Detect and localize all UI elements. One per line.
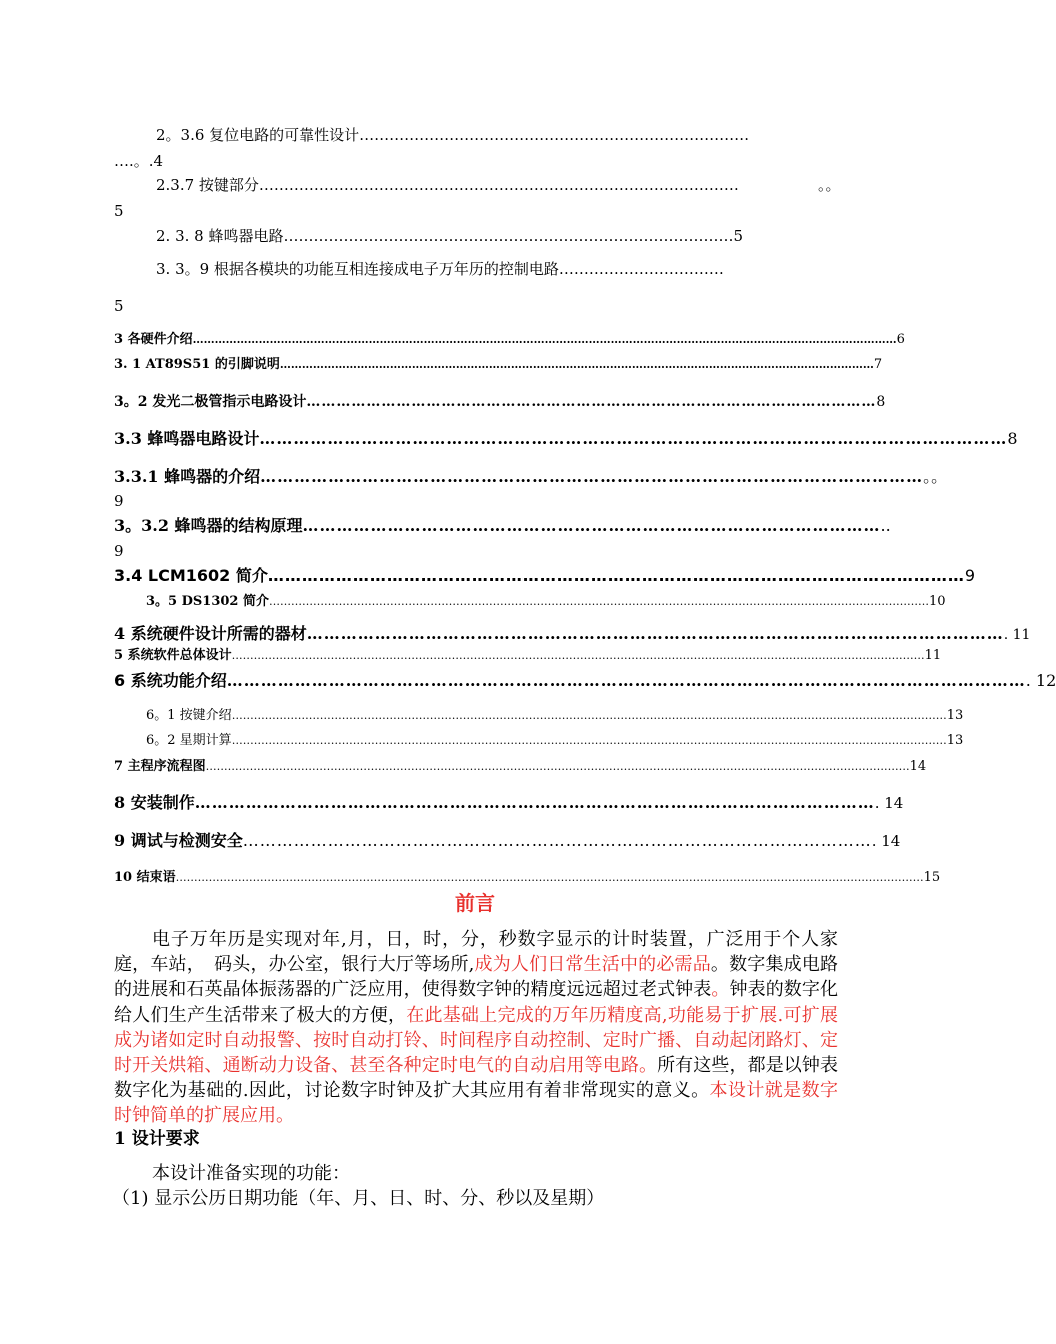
toc-page-number: .. [880, 516, 891, 535]
toc-entry-6[interactable] [114, 671, 1056, 690]
section-1-heading: 1 设计要求 [114, 1129, 200, 1149]
toc-line-2-3-7-end: 。。 [818, 176, 841, 194]
toc-line-2-3-6-cont: ….。.4 [114, 152, 164, 170]
toc-leader: ………………………………………………………………………………………………………… [194, 793, 875, 812]
toc-leader: …………………………………………………………………………………………………………………… [259, 429, 1008, 448]
toc-entry-10[interactable] [114, 870, 941, 885]
section-1-intro: 本设计准备实现的功能： [152, 1163, 350, 1184]
preface-highlight: 成为人们日常生活中的必需品 [474, 954, 711, 976]
toc-entry-3-1[interactable] [114, 357, 883, 372]
toc-entry-6-2[interactable] [146, 733, 964, 748]
preface-highlight: 在此基础上完成的万年历精度高,功能易于扩展.可扩展成为诸如定时自动报警、按时自动打铃、时间程序自动控制、定时广播、自动起闭路灯、定时开关烘箱、通断动力设备、甚至各种定时电气的自动启用等电路。 [114, 1004, 838, 1077]
toc-entry-title: 3. 1 AT89S51 的引脚说明 [114, 357, 280, 372]
preface-highlight: 本设计就是数字时钟简单的扩展应用。 [114, 1080, 839, 1127]
toc-entry-title: 3.3 蜂鸣器电路设计 [114, 429, 260, 448]
toc-entry-title: 6。1 按键介绍 [146, 708, 232, 723]
toc-line-3-3-9-cont: 5 [114, 297, 124, 315]
toc-page-number: 9 [964, 566, 976, 585]
toc-entry-title: 9 调试与检测安全 [114, 831, 243, 850]
toc-leader: ………………………………………………………………………………………………………………………………………………………………………… [192, 333, 897, 346]
toc-entry-title: 3。5 DS1302 简介 [146, 594, 269, 609]
toc-entry-title: 7 主程序流程图 [114, 759, 206, 774]
toc-leader: ……………………………………………………………………………………………………… [260, 467, 924, 486]
toc-leader: ………………………………………………………………………………………………… [242, 831, 872, 850]
toc-line-2-3-7: 2.3.7 按键部分…………………………………………………………………………………… [156, 176, 739, 194]
toc-entry-3-3-2-page: 9 [114, 542, 124, 560]
toc-leader: …………………………………………………………………………………………………………………………………………………………………………… [231, 709, 947, 722]
preface-text: 电子万年历是实现对年,月，日，时，分，秒数字显示的计时装置，广泛用于个人家庭，车站， 码头，办公室，银行大厅等场所, [114, 929, 838, 976]
toc-entry-5[interactable] [114, 648, 942, 663]
toc-line-3-3-9: 3. 3。9 根据各模块的功能互相连接成电子万年历的控制电路…………………………… [156, 260, 724, 278]
toc-page-number: . 14 [874, 794, 904, 812]
toc-entry-title: 5 系统软件总体设计 [114, 648, 232, 663]
toc-entry-title: 6。2 星期计算 [146, 733, 232, 748]
toc-page-number: . 12 [1025, 671, 1056, 690]
toc-entry-7[interactable] [114, 759, 927, 774]
toc-page-number: . 14 [871, 832, 901, 850]
toc-page-number: 6 [896, 332, 905, 347]
toc-leader: ………………………………………………………………………………………… [302, 516, 881, 535]
toc-leader: …………………………………………………………………………………………………………… [267, 566, 965, 585]
toc-entry-3-3-1[interactable] [114, 467, 948, 486]
toc-leader: …………………………………………………………………………………………………………………………………………………………………………… [231, 734, 947, 747]
toc-entry-3-3-2[interactable] [114, 516, 891, 535]
preface-text: 。数字集成电路的进展和石英晶体振荡器的广泛应用，使得数字钟的精度远远超过老式钟表 [114, 954, 838, 1001]
toc-line-2-3-7-cont: 5 [114, 202, 124, 220]
toc-entry-title: 3。3.2 蜂鸣器的结构原理 [114, 516, 303, 535]
toc-entry-9[interactable] [114, 831, 901, 850]
toc-entry-title: 3 各硬件介绍 [114, 332, 193, 347]
toc-line-2-3-6: 2。3.6 复位电路的可靠性设计…………………………………………………………………… [156, 126, 750, 144]
toc-entry-4[interactable] [114, 624, 1031, 643]
toc-entry-title: 3.3.1 蜂鸣器的介绍 [114, 467, 261, 486]
section-1-item-1: （1) 显示公历日期功能（年、月、日、时、分、秒以及星期） [112, 1188, 605, 1209]
toc-entry-3[interactable] [114, 332, 905, 347]
toc-entry-3-3-1-page: 9 [114, 492, 124, 510]
toc-entry-title: 6 系统功能介绍 [114, 671, 227, 690]
toc-leader: …………………………………………………………………………………………………… [306, 394, 877, 410]
toc-entry-title: 3。2 发光二极管指示电路设计 [114, 394, 307, 410]
toc-leader: ……………………………………………………………………………………………………………………………………………………………………… [231, 649, 925, 662]
toc-leader: …………………………………………………………………………………………………………… [306, 624, 1004, 643]
toc-page-number: 15 [923, 870, 941, 885]
toc-page-number: 13 [946, 733, 964, 748]
toc-leader: ………………………………………………………………………………………………………………………………………………………………………… [205, 760, 910, 773]
toc-entry-3-3[interactable] [114, 429, 1018, 448]
toc-leader: …………………………………………………………………………………………………………………………………………………………………………………… [175, 871, 924, 884]
toc-entry-title: 8 安装制作 [114, 793, 195, 812]
preface-text: 所有这些，都是以钟表数字化为基础的.因此，讨论数字时钟及扩大其应用有着非常现实的意义。 [114, 1055, 839, 1102]
toc-line-2-3-8: 2. 3. 8 蜂鸣器电路………………………………………………………………………………5 [156, 227, 744, 245]
toc-page-number: 14 [909, 759, 927, 774]
toc-entry-3-4[interactable] [114, 566, 976, 585]
toc-entry-title: 4 系统硬件设计所需的器材 [114, 624, 307, 643]
toc-entry-title: 10 结束语 [114, 870, 176, 885]
toc-entry-title: 3.4 LCM1602 简介 [114, 566, 268, 585]
toc-page-number: 8 [876, 394, 886, 410]
toc-page-number: . 11 [1003, 627, 1031, 643]
toc-page-number: 11 [924, 648, 942, 663]
toc-leader: ……………………………………………………………………………………………………………………………………………………………… [269, 595, 929, 608]
toc-leader: ……………………………………………………………………………………………………………………………………………… [279, 358, 874, 371]
toc-entry-8[interactable] [114, 793, 904, 812]
toc-entry-3-2[interactable] [114, 394, 886, 410]
preface-heading: 前言 [455, 891, 495, 915]
toc-page-number: 13 [946, 708, 964, 723]
toc-page-number: 。。 [923, 467, 948, 486]
preface-paragraph [114, 927, 838, 1129]
preface-highlight: 。 [711, 979, 730, 1001]
toc-leader: …………………………………………………………………………………………………………………………… [226, 671, 1026, 690]
toc-page-number: 8 [1007, 429, 1018, 448]
toc-entry-6-1[interactable] [146, 708, 964, 723]
toc-page-number: 10 [929, 594, 946, 609]
preface-text: 钟表的数字化给人们生产生活带来了极大的方便， [114, 979, 839, 1026]
toc-entry-3-5[interactable] [146, 594, 946, 609]
toc-page-number: 7 [873, 357, 883, 372]
